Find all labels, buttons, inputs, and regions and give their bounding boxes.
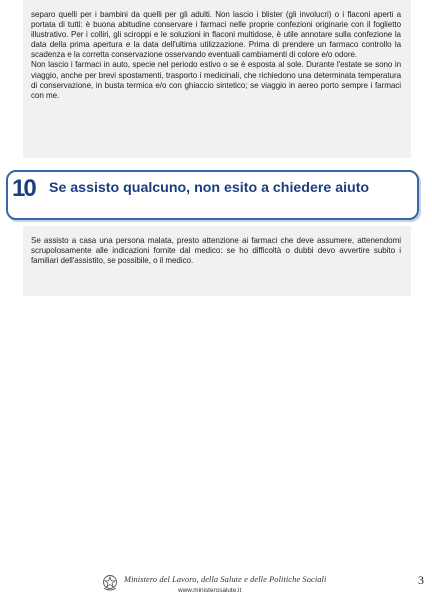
paragraph-assistance: Se assisto a casa una persona malata, presto attenzione ai farmaci che deve assumere, attenendomi scrupolosamente alle indicazioni fornite dal medico: se ho difficoltà o dubbi devo avvertire subito i familiari dell'assistito, se possibile, o il medico. <box>31 236 401 266</box>
paragraph-storage: separo quelli per i bambini da quelli per gli adulti. Non lascio i blister (gli involucri) o i flaconi aperti a portata di tutti: è buona abitudine conservare i farmaci nelle proprie confezioni originarie con il foglietto illustrativo. Per i colliri, gli sciroppi e le soluzioni in flaconi multidose, è utile annotare sulla confezione la data della prima apertura e la data dell'ultima utilizzazione. Prima di prendere un farmaco controllo la scadenza e la corretta conservazione osservando eventuali cambiamenti di colore e/o odore. <box>31 10 401 60</box>
page-footer <box>0 568 432 598</box>
italian-republic-emblem-icon <box>102 574 118 592</box>
website-link[interactable]: www.ministerosalute.it <box>178 587 242 594</box>
ministry-name: Ministero del Lavoro, della Salute e delle Politiche Sociali <box>124 575 327 584</box>
section-number: 10 <box>12 175 35 202</box>
text-panel-bottom <box>23 226 411 296</box>
text-panel-top <box>23 0 411 158</box>
section-title: Se assisto qualcuno, non esito a chiedere aiuto <box>49 180 370 196</box>
section-heading-box <box>6 170 419 220</box>
paragraph-travel: Non lascio i farmaci in auto, specie nel periodo estivo o se è esposta al sole. Durante l'estate se sono in viaggio, anche per brevi spostamenti, trasporto i medicinali, che richiedono una determinata temperatura di conservazione, in busta termica e/o con ghiaccio sintetico; se viaggio in aereo porto sempre i farmaci con me. <box>31 60 401 100</box>
page-number: 3 <box>418 573 424 587</box>
